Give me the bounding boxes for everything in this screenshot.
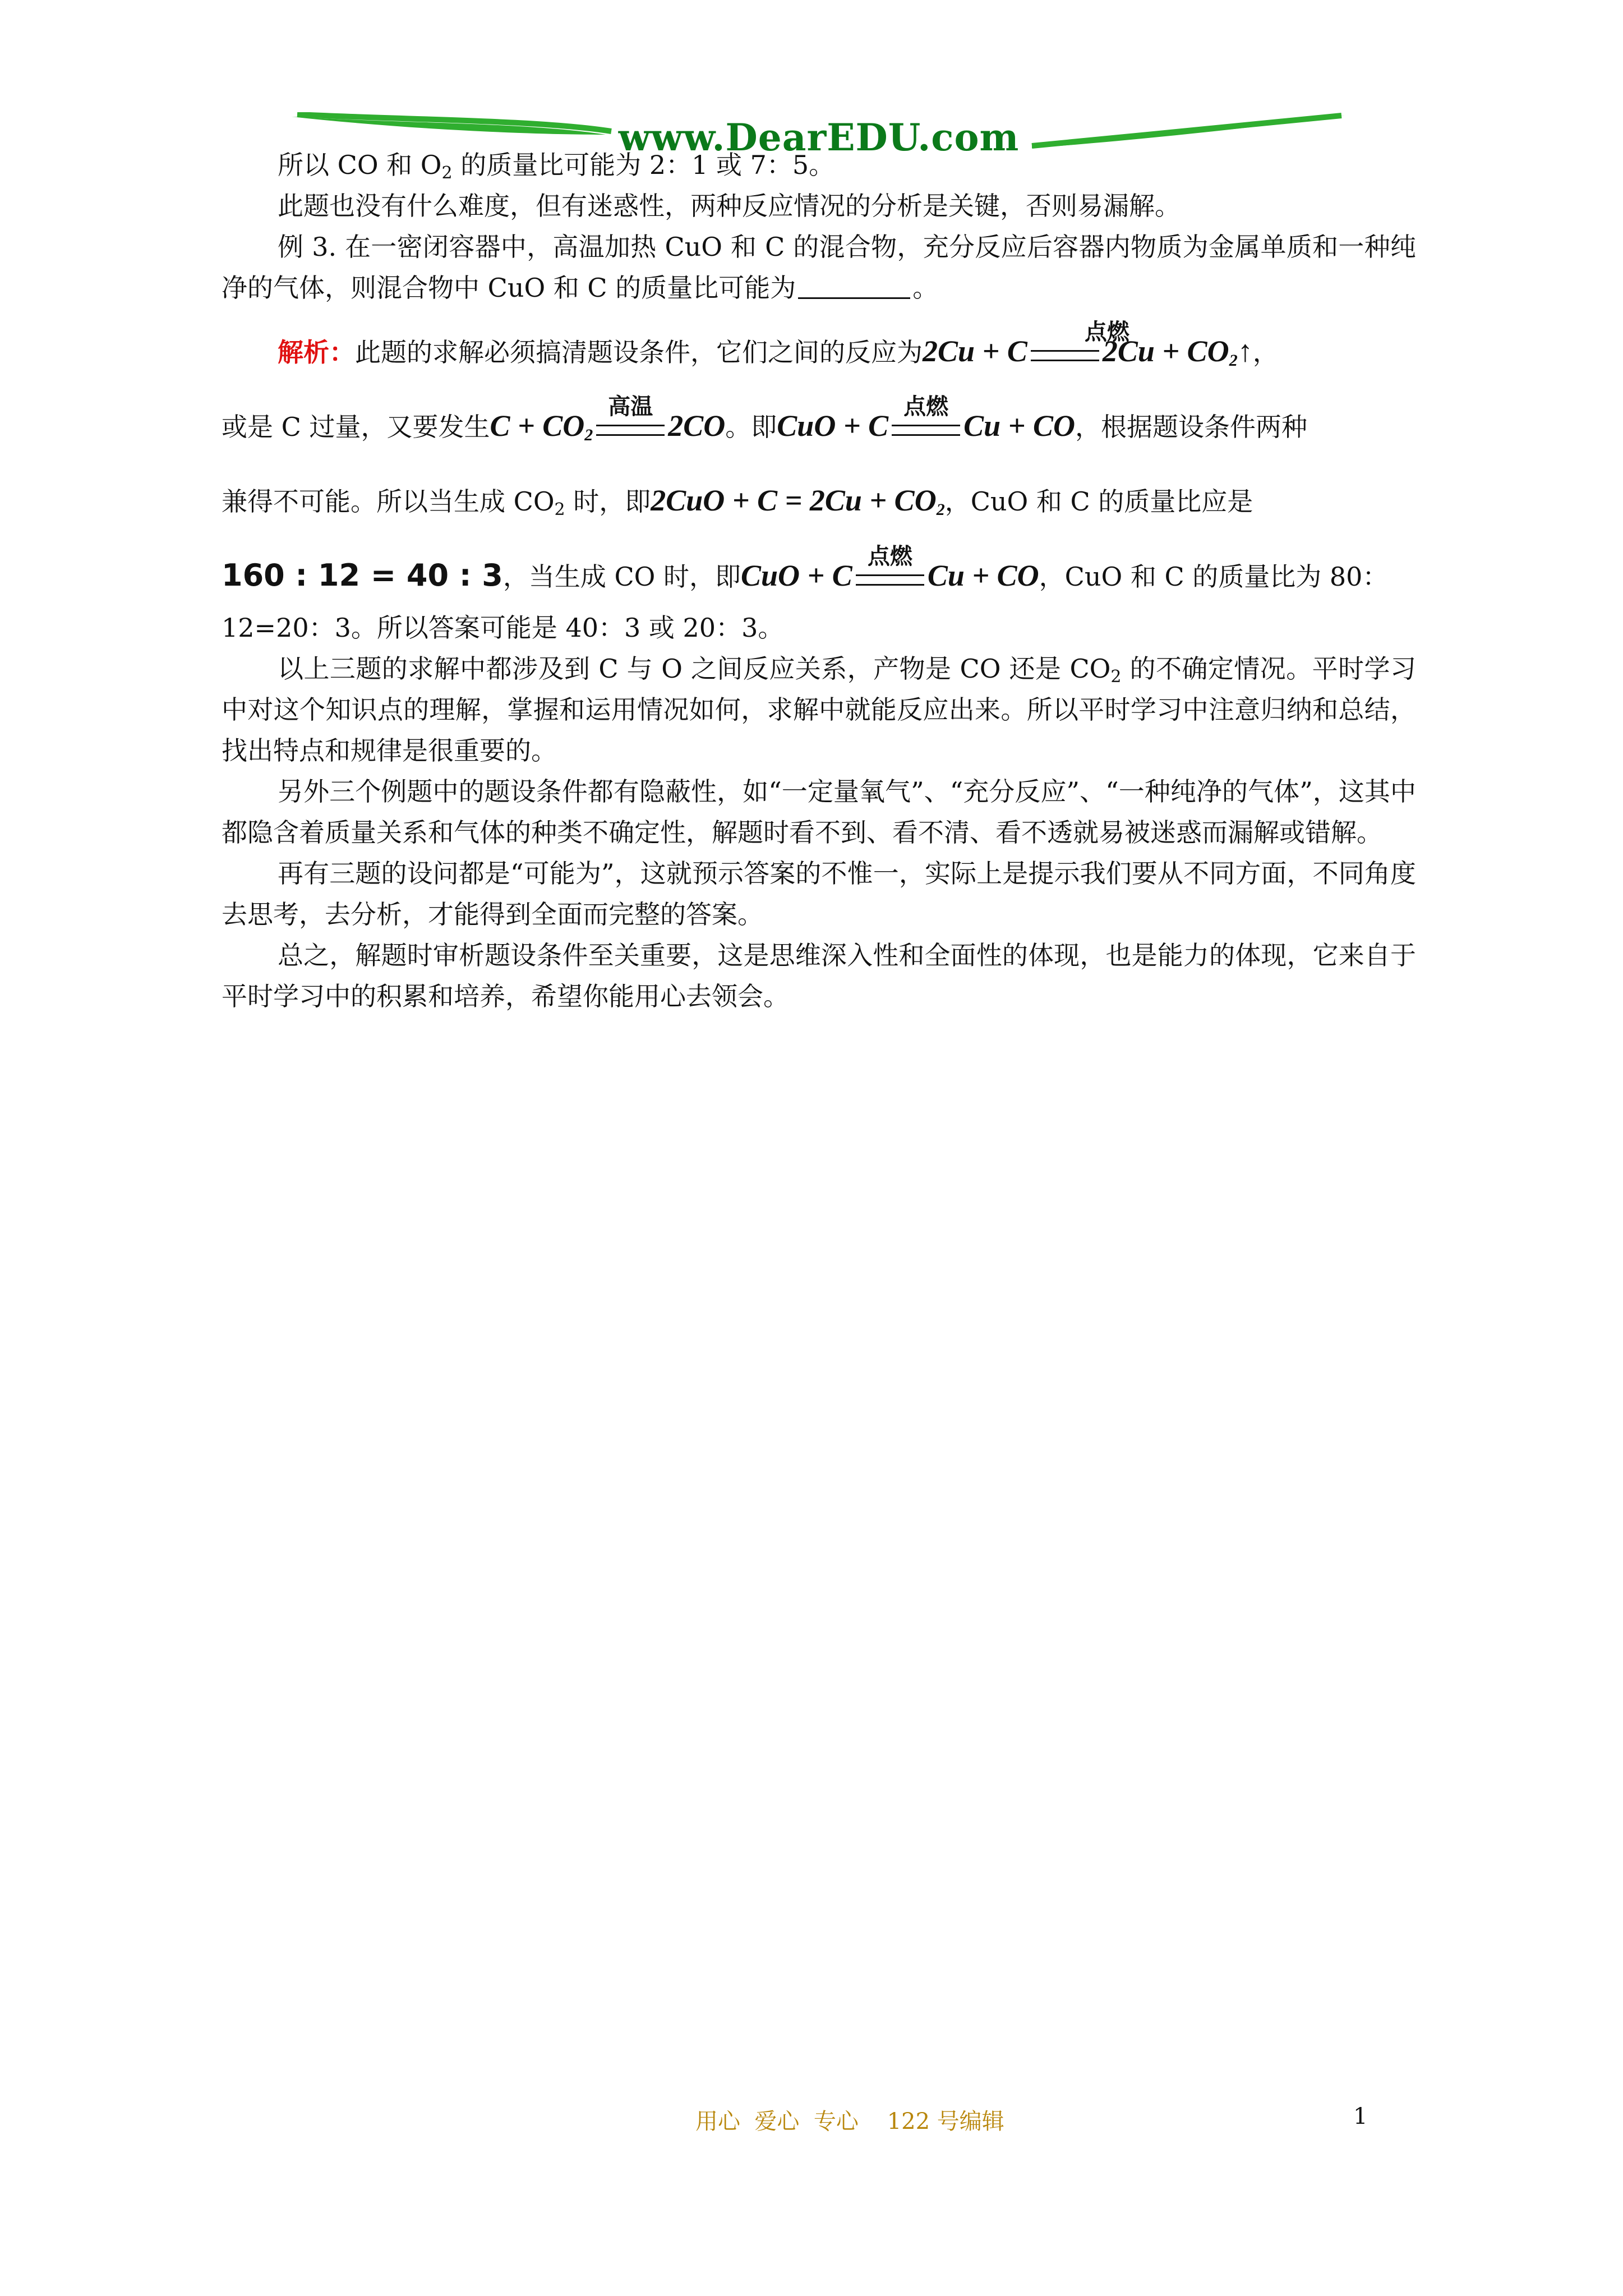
page-number: 1 [1353, 2104, 1368, 2129]
reaction-condition: 点燃 [1029, 331, 1101, 365]
paragraph-conclusion: 所以 CO 和 $O_2$ 的质量比可能为 2：1 或 7：5。 [278, 150, 835, 183]
analysis-line-4: 160 : 12 = 40 : 3，当生成 CO 时，即CuO + C 点燃 Cu + CO，CuO 和 C 的质量比为 80： [222, 544, 1389, 593]
equation-4: $2CuO + C = 2Cu + CO_2$ [651, 484, 945, 519]
reaction-condition: 高温 [594, 406, 667, 439]
paragraph-comment: 此题也没有什么难度，但有迷惑性，两种反应情况的分析是关键，否则易漏解。 [278, 191, 1181, 221]
analysis-label: 解析： [278, 337, 355, 367]
analysis-answer: 12=20：3。所以答案可能是 40：3 或 20：3。 [222, 613, 784, 643]
paragraph-summary-1: 以上三题的求解中都涉及到 C 与 O 之间反应关系，产物是 CO 还是 $CO_2$ 的不确定情况。平时学习中对这个知识点的理解，掌握和运用情况如何，求解中就能反应出来。所以平时学习中注意归纳和总结，找出特点和规律是很重要的。 [222, 654, 1416, 766]
site-logo: www.DearEDU.com [618, 116, 1020, 159]
analysis-line-1: 解析：此题的求解必须搞清题设条件，它们之间的反应为2Cu + C 点燃 $2Cu + CO_2↑$， [278, 319, 1279, 370]
gas-arrow-icon: ↑ [1237, 334, 1253, 368]
equation-3: CuO + C 点燃 Cu + CO [777, 394, 1075, 443]
reaction-condition: 点燃 [889, 406, 962, 439]
equation-5: CuO + C 点燃 Cu + CO [740, 544, 1039, 592]
reaction-condition: 点燃 [854, 555, 926, 589]
mass-ratio-co2: 160 : 12 = 40 : 3 [222, 558, 503, 593]
paragraph-example-3: 例 3. 在一密闭容器中，高温加热 CuO 和 C 的混合物，充分反应后容器内物质为金属单质和一种纯净的气体，则混合物中 CuO 和 C 的质量比可能为 。 [222, 232, 1416, 303]
analysis-line-2: 或是 C 过量，又要发生$C + CO_2$ 高温 2CO。即CuO + C 点燃 Cu + CO，根据题设条件两种 [222, 394, 1307, 444]
answer-blank [798, 275, 910, 299]
document-body [222, 145, 1416, 1017]
paragraph-summary-2: 另外三个例题中的题设条件都有隐蔽性，如“一定量氧气”、“充分反应”、“一种纯净的气体”，这其中都隐含着质量关系和气体的种类不确定性，解题时看不到、看不清、看不透就易被迷惑而漏解或错解。 [222, 776, 1416, 848]
paragraph-summary-3: 再有三题的设问都是“可能为”，这就预示答案的不惟一，实际上是提示我们要从不同方面，不同角度去思考，去分析，才能得到全面而完整的答案。 [222, 858, 1416, 930]
footer-text: 用心 爱心 专心 122 号编辑 [695, 2109, 1004, 2134]
paragraph-summary-4: 总之，解题时审析题设条件至关重要，这是思维深入性和全面性的体现，也是能力的体现，它来自于平时学习中的积累和培养，希望你能用心去领会。 [222, 940, 1416, 1011]
analysis-line-3: 兼得不可能。所以当生成 $CO_2$ 时，即$2CuO + C = 2Cu + CO_2$，CuO 和 C 的质量比应是 [222, 484, 1253, 519]
equation-1: 2Cu + C 点燃 $2Cu + CO_2↑$ [923, 319, 1253, 370]
equation-2: $C + CO_2$ 高温 2CO [490, 394, 726, 444]
